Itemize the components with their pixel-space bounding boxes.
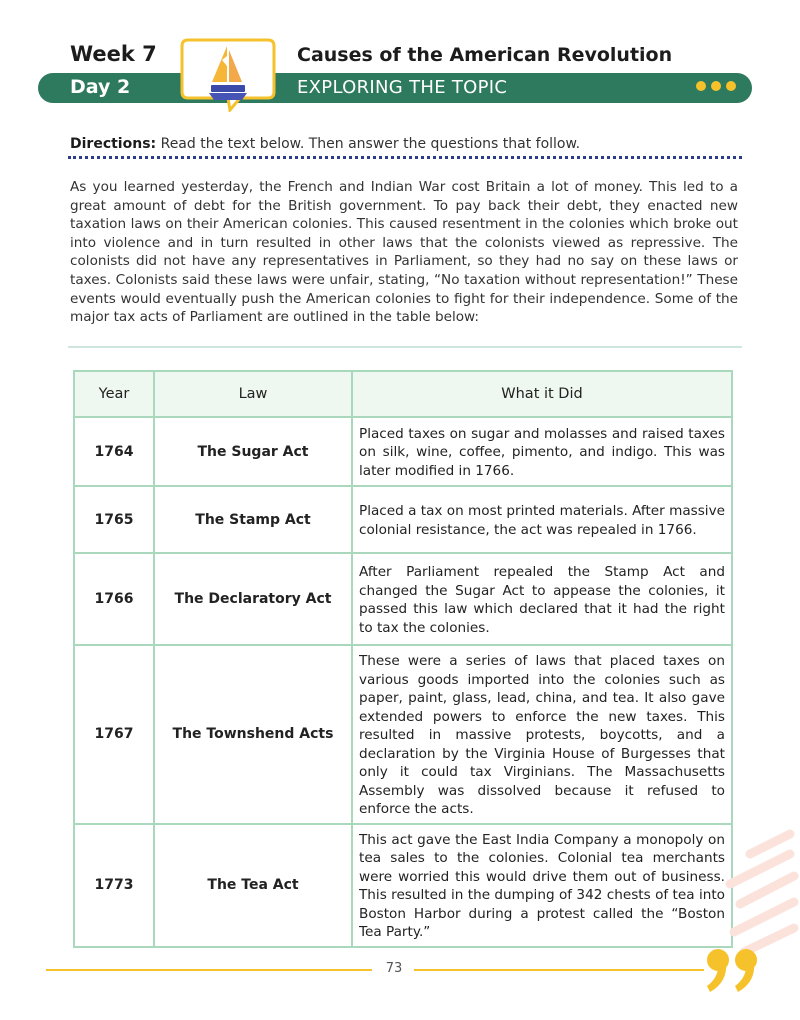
page-number: 73 xyxy=(385,961,403,976)
year-cell: 1766 xyxy=(74,553,154,645)
day-label: Day 2 xyxy=(70,76,131,98)
law-cell: The Sugar Act xyxy=(154,417,352,486)
tax-acts-table xyxy=(73,370,733,948)
week-label: Week 7 xyxy=(70,42,157,66)
year-cell: 1773 xyxy=(74,824,154,947)
table-header-row xyxy=(74,371,732,417)
intro-paragraph: As you learned yesterday, the French and Indian War cost Britain a lot of money. This led to a great amount of debt for the British government. To pay back their debt, they enacted new taxation laws on their American colonies. This caused resentment in the colonies which broke out into violence and in turn resulted in other laws that the colonists viewed as repressive. The colonists did not have any representatives in Parliament, so they had no say on these laws or taxes. Colonists said these laws were unfair, stating, “No taxation without representation!” These events would eventually push the American colonies to fight for their independence. Some of the major tax acts of Parliament are outlined in the table below: xyxy=(70,179,738,326)
table-row xyxy=(74,645,732,824)
directions-text: Read the text below. Then answer the questions that follow. xyxy=(156,136,581,152)
header-dots xyxy=(696,81,736,91)
section-divider xyxy=(68,346,742,348)
table-row xyxy=(74,486,732,553)
law-cell: The Tea Act xyxy=(154,824,352,947)
dotted-divider xyxy=(68,156,742,159)
quote-mark-icon xyxy=(704,948,764,998)
year-cell: 1765 xyxy=(74,486,154,553)
year-cell: 1767 xyxy=(74,645,154,824)
topic-title: Causes of the American Revolution xyxy=(297,44,673,66)
section-label: EXPLORING THE TOPIC xyxy=(297,77,508,98)
description-cell: These were a series of laws that placed taxes on various goods imported into the colonies such as paper, paint, glass, lead, china, and tea. It also gave extended powers to enforce the new taxes. This resulted in massive protests, boycotts, and a declaration by the Virginia House of Burgesses that only it could tax Virginians. The Massachusetts Assembly was dissolved because it refused to enforce the acts. xyxy=(352,645,732,824)
column-header-law: Law xyxy=(154,371,352,417)
directions xyxy=(70,136,580,152)
table-row xyxy=(74,553,732,645)
law-cell: The Declaratory Act xyxy=(154,553,352,645)
table-row xyxy=(74,824,732,947)
column-header-year: Year xyxy=(74,371,154,417)
description-cell: After Parliament repealed the Stamp Act and changed the Sugar Act to appease the colonies, it passed this law which declared that it had the right to tax the colonies. xyxy=(352,553,732,645)
sailboat-icon xyxy=(178,36,278,112)
law-cell: The Townshend Acts xyxy=(154,645,352,824)
column-header-description: What it Did xyxy=(352,371,732,417)
description-cell: Placed taxes on sugar and molasses and raised taxes on silk, wine, coffee, pimento, and indigo. This was later modified in 1766. xyxy=(352,417,732,486)
footer-line-left xyxy=(46,969,372,971)
year-cell: 1764 xyxy=(74,417,154,486)
directions-label: Directions: xyxy=(70,136,157,152)
table-row xyxy=(74,417,732,486)
footer-line-right xyxy=(414,969,704,971)
description-cell: Placed a tax on most printed materials. After massive colonial resistance, the act was repealed in 1766. xyxy=(352,486,732,553)
description-cell: This act gave the East India Company a monopoly on tea sales to the colonies. Colonial tea merchants were worried this would drive them out of business. This resulted in the dumping of 342 chests of tea into Boston Harbor during a protest called the “Boston Tea Party.” xyxy=(352,824,732,947)
law-cell: The Stamp Act xyxy=(154,486,352,553)
